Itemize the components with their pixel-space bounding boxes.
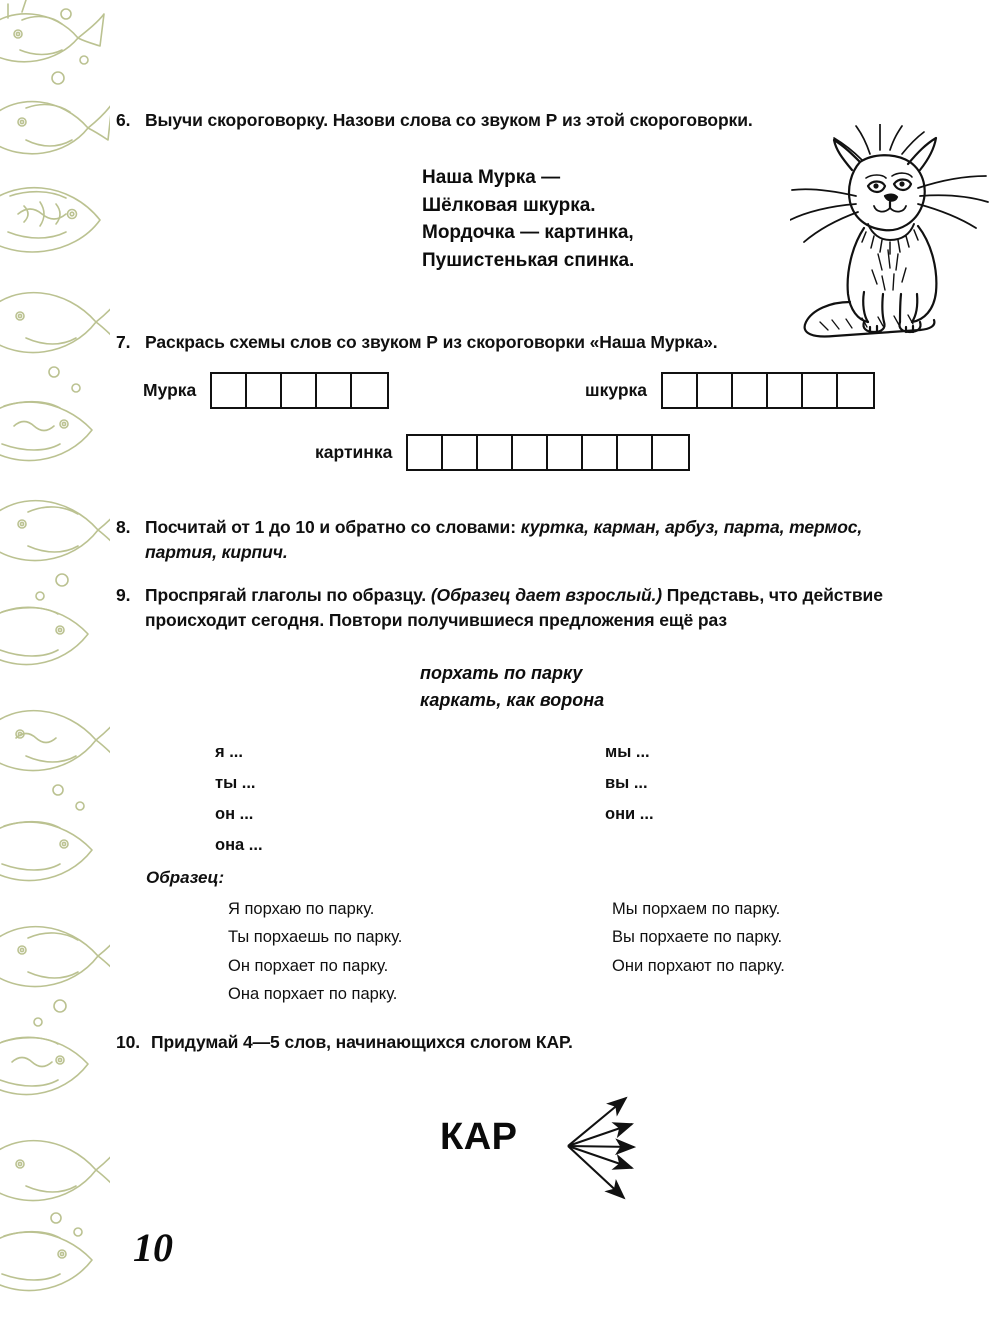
scheme-cell[interactable] <box>212 374 247 407</box>
pronoun-my: мы ... <box>605 743 650 761</box>
scheme-cell[interactable] <box>663 374 698 407</box>
exercise-10-text: Придумай 4—5 слов, начинающихся слогом КАР. <box>151 1032 573 1052</box>
fish-watermark-border <box>0 0 110 1321</box>
exercise-9-text-part1: Проспрягай глаголы по образцу. <box>145 585 431 605</box>
sound-scheme-kartinka <box>315 434 690 471</box>
pronoun-ty: ты ... <box>215 773 256 792</box>
verb-phrase-2: каркать, как ворона <box>420 690 605 710</box>
pronoun-column-plural <box>605 737 654 830</box>
poem-line-4: Пушистенькая спинка. <box>422 249 635 271</box>
exercise-6 <box>116 108 806 133</box>
pronoun-column-singular <box>215 737 263 860</box>
verb-phrase-list <box>420 660 604 714</box>
poem-line-3: Мордочка — картинка, <box>422 222 634 244</box>
verb-phrase-1: порхать по парку <box>420 663 583 683</box>
sample-line: Мы порхаем по парку. <box>612 900 781 918</box>
sample-line: Ты порхаешь по парку. <box>228 928 403 947</box>
exercise-7-text: Раскрась схемы слов со звуком Р из скороговорки «Наша Мурка». <box>145 332 718 352</box>
pronoun-oni: они ... <box>605 804 654 823</box>
scheme-cell[interactable] <box>513 436 548 469</box>
scheme-cell[interactable] <box>282 374 317 407</box>
pronoun-vy: вы ... <box>605 773 648 792</box>
exercise-10-number: 10. <box>116 1032 141 1052</box>
scheme-cell[interactable] <box>317 374 352 407</box>
pronoun-ona: она ... <box>215 835 263 854</box>
kar-arrow-4 <box>568 1146 632 1168</box>
scheme-cell[interactable] <box>443 436 478 469</box>
scheme-cell[interactable] <box>583 436 618 469</box>
scheme-cell[interactable] <box>653 436 688 469</box>
pronoun-on: он ... <box>215 804 254 823</box>
exercise-7 <box>116 330 876 355</box>
sample-line: Я порхаю по парку. <box>228 900 375 918</box>
kar-syllable-label: КАР <box>440 1116 518 1158</box>
sample-column-singular <box>228 895 402 1009</box>
exercise-6-text: Выучи скороговорку. Назови слова со звуком Р из этой скороговорки. <box>145 110 753 130</box>
sample-line: Они порхают по парку. <box>612 956 785 975</box>
exercise-8-body <box>145 515 906 565</box>
scheme-cell[interactable] <box>548 436 583 469</box>
scheme-cell[interactable] <box>478 436 513 469</box>
sound-scheme-shkurka <box>585 372 875 409</box>
exercise-9 <box>116 583 911 633</box>
scheme-cell[interactable] <box>733 374 768 407</box>
exercise-8-word-list: куртка, карман, арбуз, парта, термос, партия, кирпич. <box>145 517 863 562</box>
page-number: 10 <box>133 1225 173 1270</box>
poem-line-1: Наша Мурка — <box>422 167 561 188</box>
sample-line: Вы порхаете по парку. <box>612 928 783 947</box>
sample-line: Она порхает по парку. <box>228 985 398 1004</box>
scheme-cell[interactable] <box>838 374 873 407</box>
exercise-6-number: 6. <box>116 110 131 130</box>
scheme-cell[interactable] <box>247 374 282 407</box>
sample-label: Образец: <box>146 868 225 887</box>
scheme-label-murka: Мурка <box>143 380 197 400</box>
sample-column-plural <box>612 895 785 980</box>
scheme-cell[interactable] <box>803 374 838 407</box>
exercise-8-number: 8. <box>116 517 131 537</box>
scheme-cell[interactable] <box>768 374 803 407</box>
sample-line: Он порхает по парку. <box>228 956 389 975</box>
kar-syllable-diagram <box>440 1090 670 1210</box>
scheme-boxes-murka[interactable] <box>210 372 389 409</box>
kar-arrow-5 <box>568 1146 624 1198</box>
exercise-10 <box>116 1030 816 1055</box>
pronoun-ya: я ... <box>215 743 243 761</box>
cat-illustration <box>790 124 995 339</box>
tongue-twister-poem <box>422 164 634 274</box>
kar-arrow-2 <box>568 1124 632 1146</box>
exercise-9-text-part3: Представь, что действие происходит сегодня. Повтори получившиеся предложения ещё раз <box>145 585 883 630</box>
sound-scheme-murka <box>143 372 389 409</box>
exercise-9-body <box>145 583 911 633</box>
scheme-cell[interactable] <box>618 436 653 469</box>
poem-line-2: Шёлковая шкурка. <box>422 194 596 216</box>
exercise-7-number: 7. <box>116 332 131 352</box>
scheme-cell[interactable] <box>698 374 733 407</box>
scheme-label-kartinka: картинка <box>315 442 393 462</box>
scheme-label-shkurka: шкурка <box>585 380 648 400</box>
scheme-cell[interactable] <box>408 436 443 469</box>
exercise-9-number: 9. <box>116 585 131 605</box>
kar-arrow-fan <box>440 1090 670 1210</box>
kar-arrow-3 <box>568 1146 634 1147</box>
scheme-boxes-shkurka[interactable] <box>661 372 875 409</box>
exercise-9-adult-note: (Образец дает взрослый.) <box>430 585 663 605</box>
scheme-boxes-kartinka[interactable] <box>406 434 690 471</box>
scheme-cell[interactable] <box>352 374 387 407</box>
kar-arrow-1 <box>568 1098 626 1146</box>
exercise-8 <box>116 515 906 565</box>
exercise-8-text: Посчитай от 1 до 10 и обратно со словами: <box>145 517 521 537</box>
